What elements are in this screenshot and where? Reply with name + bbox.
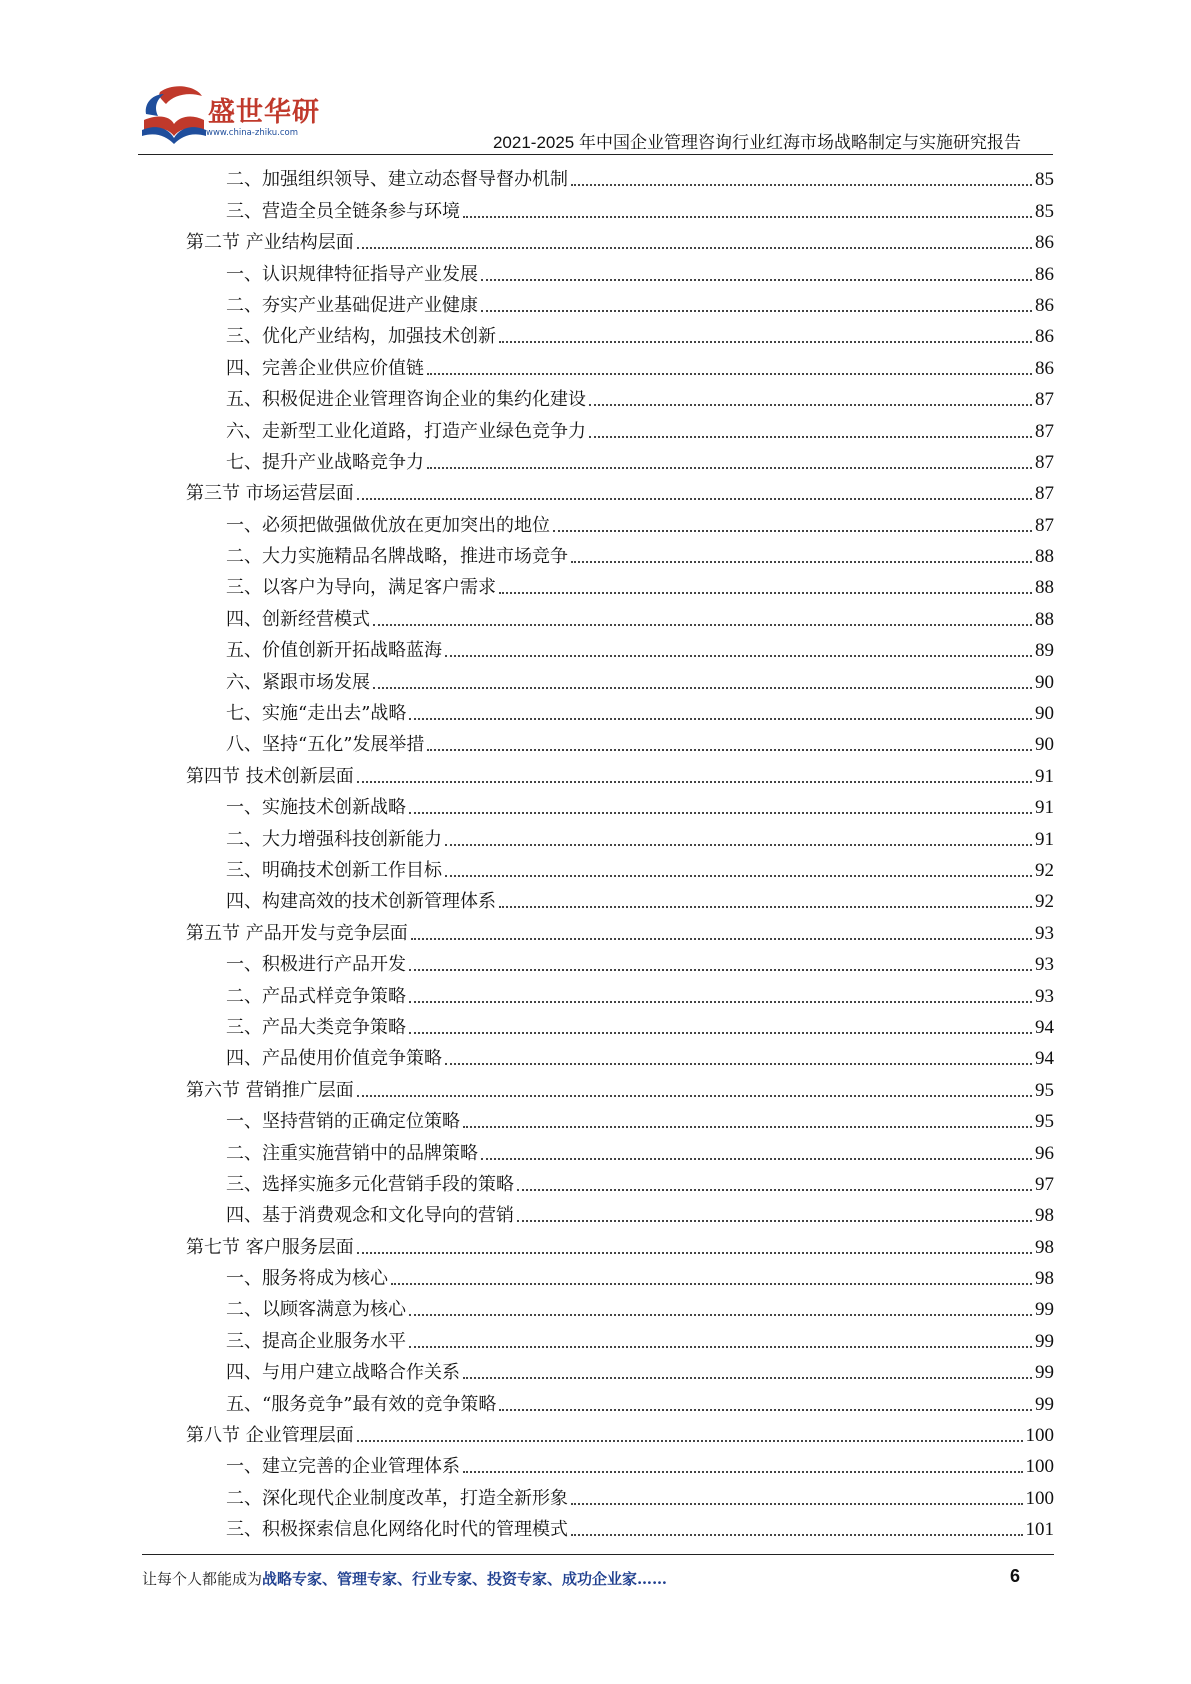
toc-entry-page: 90 bbox=[1035, 703, 1054, 725]
toc-entry-label: 二、深化现代企业制度改革，打造全新形象 bbox=[226, 1487, 568, 1509]
toc-entry-page: 98 bbox=[1035, 1236, 1054, 1258]
toc-entry-page: 99 bbox=[1035, 1330, 1054, 1352]
toc-subsection-entry[interactable] bbox=[186, 1510, 1054, 1541]
toc-subsection-entry[interactable] bbox=[186, 411, 1054, 442]
toc-subsection-entry[interactable] bbox=[186, 1478, 1054, 1509]
toc-entry-label: 五、价值创新开拓战略蓝海 bbox=[226, 640, 442, 662]
report-title: 2021-2025 年中国企业管理咨询行业红海市场战略制定与实施研究报告 bbox=[492, 133, 1021, 152]
toc-entry-page: 100 bbox=[1025, 1487, 1054, 1509]
toc-dot-leader bbox=[445, 1063, 1032, 1065]
toc-entry-page: 90 bbox=[1035, 734, 1054, 756]
toc-section-entry[interactable] bbox=[186, 474, 1054, 505]
toc-entry-label: 四、产品使用价值竞争策略 bbox=[226, 1048, 442, 1070]
toc-subsection-entry[interactable] bbox=[186, 505, 1054, 536]
toc-subsection-entry[interactable] bbox=[186, 631, 1054, 662]
toc-entry-label: 二、注重实施营销中的品牌策略 bbox=[226, 1142, 478, 1164]
toc-entry-label: 八、坚持“五化”发展举措 bbox=[226, 734, 425, 756]
toc-dot-leader bbox=[391, 1283, 1032, 1285]
toc-entry-page: 99 bbox=[1035, 1393, 1054, 1415]
slogan-prefix: 让每个人都能成为 bbox=[142, 1570, 263, 1588]
toc-dot-leader bbox=[409, 718, 1032, 720]
toc-entry-label: 第七节 客户服务层面 bbox=[186, 1236, 354, 1258]
toc-subsection-entry[interactable] bbox=[186, 1384, 1054, 1415]
toc-entry-label: 一、必须把做强做优放在更加突出的地位 bbox=[226, 514, 550, 536]
toc-subsection-entry[interactable] bbox=[186, 1102, 1054, 1133]
toc-dot-leader bbox=[409, 812, 1032, 814]
toc-entry-label: 七、提升产业战略竞争力 bbox=[226, 451, 424, 473]
toc-section-entry[interactable] bbox=[186, 1227, 1054, 1258]
brand-url: www.china-zhiku.com bbox=[206, 128, 298, 138]
toc-entry-page: 98 bbox=[1035, 1268, 1054, 1290]
toc-subsection-entry[interactable] bbox=[186, 317, 1054, 348]
toc-entry-page: 100 bbox=[1025, 1456, 1054, 1478]
toc-section-entry[interactable] bbox=[186, 913, 1054, 944]
toc-entry-page: 87 bbox=[1035, 420, 1054, 442]
toc-entry-label: 四、构建高效的技术创新管理体系 bbox=[226, 891, 496, 913]
toc-dot-leader bbox=[589, 404, 1032, 406]
toc-dot-leader bbox=[409, 1346, 1032, 1348]
toc-entry-page: 94 bbox=[1035, 1048, 1054, 1070]
toc-dot-leader bbox=[357, 781, 1032, 783]
toc-entry-label: 四、与用户建立战略合作关系 bbox=[226, 1362, 460, 1384]
toc-entry-page: 94 bbox=[1035, 1016, 1054, 1038]
book-swoosh-icon bbox=[140, 84, 208, 150]
footer-slogan bbox=[142, 1568, 667, 1589]
toc-dot-leader bbox=[481, 310, 1032, 312]
toc-dot-leader bbox=[463, 1377, 1032, 1379]
toc-entry-label: 二、夯实产业基础促进产业健康 bbox=[226, 294, 478, 316]
toc-entry-label: 一、认识规律特征指导产业发展 bbox=[226, 263, 478, 285]
toc-subsection-entry[interactable] bbox=[186, 286, 1054, 317]
company-logo bbox=[140, 84, 330, 150]
toc-entry-page: 87 bbox=[1035, 451, 1054, 473]
toc-entry-label: 二、以顾客满意为核心 bbox=[226, 1299, 406, 1321]
toc-entry-page: 87 bbox=[1035, 483, 1054, 505]
toc-entry-label: 一、积极进行产品开发 bbox=[226, 954, 406, 976]
toc-subsection-entry[interactable] bbox=[186, 537, 1054, 568]
toc-entry-label: 三、优化产业结构，加强技术创新 bbox=[226, 326, 496, 348]
toc-dot-leader bbox=[357, 1252, 1032, 1254]
toc-dot-leader bbox=[481, 1158, 1032, 1160]
toc-entry-page: 89 bbox=[1035, 640, 1054, 662]
toc-dot-leader bbox=[589, 436, 1032, 438]
toc-subsection-entry[interactable] bbox=[186, 1165, 1054, 1196]
toc-entry-label: 第五节 产品开发与竞争层面 bbox=[186, 922, 408, 944]
toc-dot-leader bbox=[409, 1032, 1032, 1034]
toc-entry-page: 98 bbox=[1035, 1205, 1054, 1227]
toc-subsection-entry[interactable] bbox=[186, 851, 1054, 882]
toc-subsection-entry[interactable] bbox=[186, 191, 1054, 222]
toc-subsection-entry[interactable] bbox=[186, 882, 1054, 913]
toc-dot-leader bbox=[357, 247, 1032, 249]
toc-subsection-entry[interactable] bbox=[186, 1321, 1054, 1352]
toc-dot-leader bbox=[373, 624, 1032, 626]
toc-entry-label: 七、实施“走出去”战略 bbox=[226, 703, 407, 725]
toc-dot-leader bbox=[409, 1314, 1032, 1316]
toc-dot-leader bbox=[463, 1471, 1023, 1473]
toc-entry-label: 三、积极探索信息化网络化时代的管理模式 bbox=[226, 1519, 568, 1541]
toc-entry-page: 91 bbox=[1035, 765, 1054, 787]
toc-entry-label: 一、建立完善的企业管理体系 bbox=[226, 1456, 460, 1478]
toc-entry-label: 三、以客户为导向，满足客户需求 bbox=[226, 577, 496, 599]
toc-dot-leader bbox=[427, 373, 1032, 375]
toc-dot-leader bbox=[357, 498, 1032, 500]
slogan-highlight: 战略专家、管理专家、行业专家、投资专家、成功企业家…… bbox=[262, 1570, 668, 1588]
footer-divider bbox=[142, 1554, 1054, 1555]
toc-entry-page: 87 bbox=[1035, 389, 1054, 411]
toc-entry-label: 三、营造全员全链条参与环境 bbox=[226, 200, 460, 222]
toc-dot-leader bbox=[571, 561, 1032, 563]
toc-entry-page: 101 bbox=[1025, 1519, 1054, 1541]
toc-entry-page: 86 bbox=[1035, 357, 1054, 379]
table-of-contents bbox=[186, 160, 1054, 1541]
toc-dot-leader bbox=[571, 1534, 1023, 1536]
toc-subsection-entry[interactable] bbox=[186, 568, 1054, 599]
header-divider bbox=[138, 154, 1053, 155]
toc-entry-page: 88 bbox=[1035, 577, 1054, 599]
toc-entry-page: 86 bbox=[1035, 326, 1054, 348]
toc-dot-leader bbox=[499, 592, 1032, 594]
toc-entry-label: 第二节 产业结构层面 bbox=[186, 232, 354, 254]
toc-dot-leader bbox=[445, 844, 1032, 846]
toc-subsection-entry[interactable] bbox=[186, 254, 1054, 285]
toc-subsection-entry[interactable] bbox=[186, 160, 1054, 191]
toc-entry-label: 第三节 市场运营层面 bbox=[186, 483, 354, 505]
toc-dot-leader bbox=[463, 1126, 1032, 1128]
toc-dot-leader bbox=[357, 1440, 1023, 1442]
toc-section-entry[interactable] bbox=[186, 1416, 1054, 1447]
toc-section-entry[interactable] bbox=[186, 756, 1054, 787]
toc-entry-page: 93 bbox=[1035, 922, 1054, 944]
toc-dot-leader bbox=[499, 906, 1032, 908]
brand-name: 盛世华研 bbox=[208, 97, 320, 128]
toc-dot-leader bbox=[517, 1189, 1032, 1191]
toc-dot-leader bbox=[409, 969, 1032, 971]
toc-dot-leader bbox=[571, 1503, 1023, 1505]
toc-entry-page: 95 bbox=[1035, 1111, 1054, 1133]
toc-entry-page: 86 bbox=[1035, 263, 1054, 285]
toc-dot-leader bbox=[571, 184, 1032, 186]
toc-section-entry[interactable] bbox=[186, 223, 1054, 254]
toc-subsection-entry[interactable] bbox=[186, 788, 1054, 819]
toc-entry-page: 88 bbox=[1035, 546, 1054, 568]
toc-dot-leader bbox=[445, 655, 1032, 657]
toc-entry-label: 四、创新经营模式 bbox=[226, 608, 370, 630]
toc-entry-page: 86 bbox=[1035, 294, 1054, 316]
toc-entry-page: 93 bbox=[1035, 954, 1054, 976]
toc-entry-label: 二、产品式样竞争策略 bbox=[226, 985, 406, 1007]
toc-entry-page: 93 bbox=[1035, 985, 1054, 1007]
toc-entry-label: 第八节 企业管理层面 bbox=[186, 1425, 354, 1447]
toc-entry-label: 第六节 营销推广层面 bbox=[186, 1079, 354, 1101]
toc-entry-label: 三、选择实施多元化营销手段的策略 bbox=[226, 1173, 514, 1195]
toc-entry-page: 90 bbox=[1035, 671, 1054, 693]
toc-subsection-entry[interactable] bbox=[186, 662, 1054, 693]
toc-dot-leader bbox=[445, 875, 1032, 877]
toc-dot-leader bbox=[411, 938, 1032, 940]
toc-subsection-entry[interactable] bbox=[186, 1353, 1054, 1384]
toc-entry-label: 六、走新型工业化道路，打造产业绿色竞争力 bbox=[226, 420, 586, 442]
page-number: 6 bbox=[1010, 1566, 1021, 1586]
toc-entry-page: 96 bbox=[1035, 1142, 1054, 1164]
toc-subsection-entry[interactable] bbox=[186, 725, 1054, 756]
toc-entry-label: 四、完善企业供应价值链 bbox=[226, 357, 424, 379]
toc-subsection-entry[interactable] bbox=[186, 1196, 1054, 1227]
toc-subsection-entry[interactable] bbox=[186, 1259, 1054, 1290]
toc-entry-label: 五、积极促进企业管理咨询企业的集约化建设 bbox=[226, 389, 586, 411]
toc-subsection-entry[interactable] bbox=[186, 348, 1054, 379]
toc-subsection-entry[interactable] bbox=[186, 599, 1054, 630]
toc-entry-label: 二、大力实施精品名牌战略，推进市场竞争 bbox=[226, 546, 568, 568]
toc-entry-label: 三、明确技术创新工作目标 bbox=[226, 859, 442, 881]
toc-entry-page: 85 bbox=[1035, 169, 1054, 191]
toc-entry-page: 92 bbox=[1035, 859, 1054, 881]
toc-entry-label: 二、加强组织领导、建立动态督导督办机制 bbox=[226, 169, 568, 191]
toc-subsection-entry[interactable] bbox=[186, 976, 1054, 1007]
toc-entry-page: 92 bbox=[1035, 891, 1054, 913]
toc-subsection-entry[interactable] bbox=[186, 1290, 1054, 1321]
toc-dot-leader bbox=[481, 279, 1032, 281]
toc-entry-page: 91 bbox=[1035, 828, 1054, 850]
toc-dot-leader bbox=[499, 1409, 1032, 1411]
toc-entry-page: 91 bbox=[1035, 797, 1054, 819]
toc-entry-label: 一、服务将成为核心 bbox=[226, 1268, 388, 1290]
toc-subsection-entry[interactable] bbox=[186, 694, 1054, 725]
toc-subsection-entry[interactable] bbox=[186, 1133, 1054, 1164]
toc-entry-label: 一、坚持营销的正确定位策略 bbox=[226, 1111, 460, 1133]
toc-dot-leader bbox=[499, 341, 1032, 343]
toc-entry-page: 97 bbox=[1035, 1173, 1054, 1195]
toc-entry-page: 99 bbox=[1035, 1299, 1054, 1321]
toc-entry-label: 第四节 技术创新层面 bbox=[186, 765, 354, 787]
toc-section-entry[interactable] bbox=[186, 1070, 1054, 1101]
toc-subsection-entry[interactable] bbox=[186, 819, 1054, 850]
toc-dot-leader bbox=[427, 467, 1032, 469]
toc-dot-leader bbox=[517, 1220, 1032, 1222]
toc-entry-page: 95 bbox=[1035, 1079, 1054, 1101]
toc-subsection-entry[interactable] bbox=[186, 1008, 1054, 1039]
toc-entry-page: 86 bbox=[1035, 232, 1054, 254]
toc-entry-label: 六、紧跟市场发展 bbox=[226, 671, 370, 693]
toc-entry-label: 二、大力增强科技创新能力 bbox=[226, 828, 442, 850]
toc-entry-label: 五、“服务竞争”最有效的竞争策略 bbox=[226, 1393, 497, 1415]
toc-dot-leader bbox=[357, 1095, 1032, 1097]
toc-entry-page: 99 bbox=[1035, 1362, 1054, 1384]
toc-dot-leader bbox=[553, 530, 1032, 532]
toc-subsection-entry[interactable] bbox=[186, 1447, 1054, 1478]
toc-subsection-entry[interactable] bbox=[186, 945, 1054, 976]
toc-entry-label: 一、实施技术创新战略 bbox=[226, 797, 406, 819]
toc-entry-label: 四、基于消费观念和文化导向的营销 bbox=[226, 1205, 514, 1227]
toc-dot-leader bbox=[409, 1001, 1032, 1003]
toc-entry-label: 三、提高企业服务水平 bbox=[226, 1330, 406, 1352]
toc-subsection-entry[interactable] bbox=[186, 443, 1054, 474]
toc-dot-leader bbox=[373, 687, 1032, 689]
toc-entry-page: 88 bbox=[1035, 608, 1054, 630]
toc-dot-leader bbox=[427, 749, 1032, 751]
toc-subsection-entry[interactable] bbox=[186, 380, 1054, 411]
toc-entry-page: 87 bbox=[1035, 514, 1054, 536]
toc-dot-leader bbox=[463, 216, 1032, 218]
toc-entry-page: 85 bbox=[1035, 200, 1054, 222]
toc-subsection-entry[interactable] bbox=[186, 1039, 1054, 1070]
toc-entry-label: 三、产品大类竞争策略 bbox=[226, 1016, 406, 1038]
page-header bbox=[0, 0, 1191, 160]
toc-entry-page: 100 bbox=[1025, 1425, 1054, 1447]
